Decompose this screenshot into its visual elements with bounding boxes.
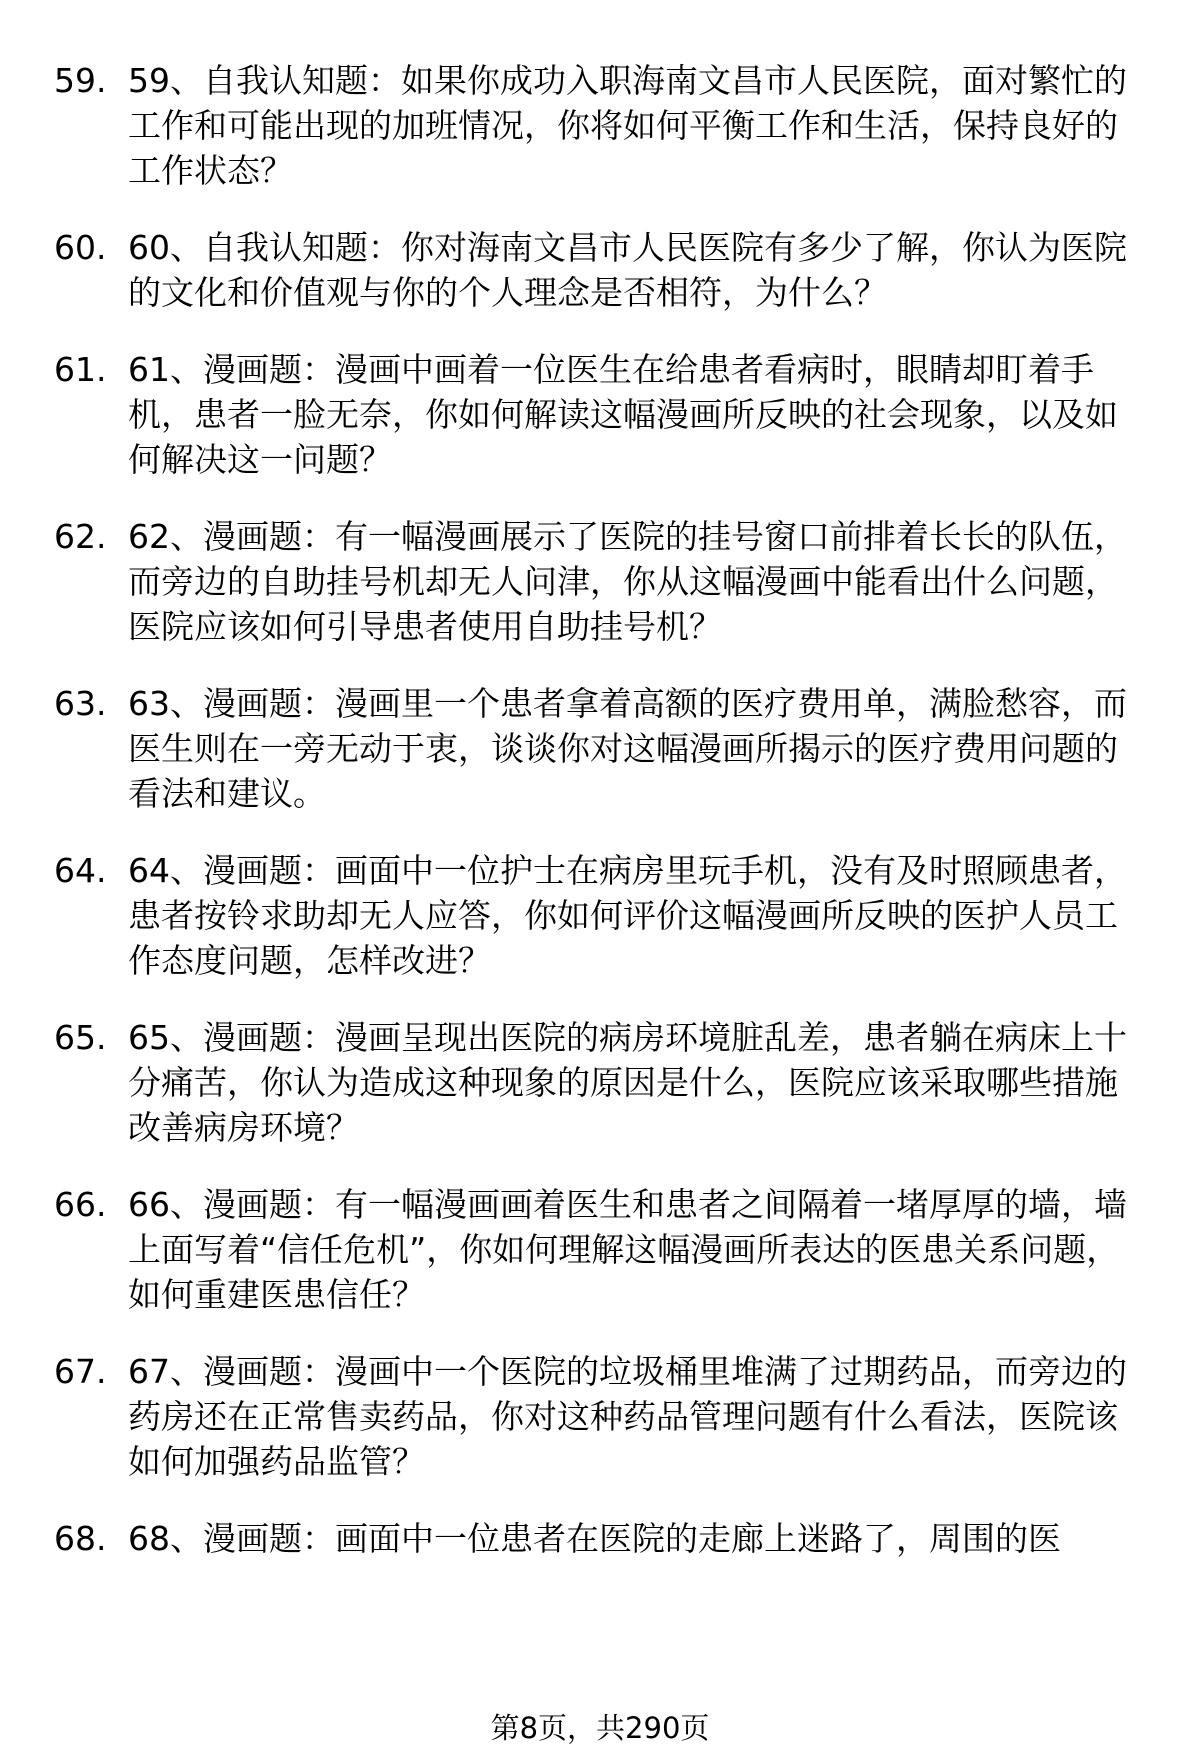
question-text: 64、漫画题：画面中一位护士在病房里玩手机，没有及时照顾患者，患者按铃求助却无人应答，你如何评价这幅漫画所反映的医护人员工作态度问题，怎样改进？: [128, 851, 1127, 980]
question-item: [0, 1015, 1200, 1150]
question-text: 67、漫画题：漫画中一个医院的垃圾桶里堆满了过期药品，而旁边的药房还在正常售卖药品，你对这种药品管理问题有什么看法，医院该如何加强药品监管？: [128, 1352, 1127, 1481]
question-item: [0, 58, 1200, 193]
question-text: 63、漫画题：漫画里一个患者拿着高额的医疗费用单，满脸愁容，而医生则在一旁无动于衷，谈谈你对这幅漫画所揭示的医疗费用问题的看法和建议。: [128, 684, 1127, 813]
question-text: 65、漫画题：漫画呈现出医院的病房环境脏乱差，患者躺在病床上十分痛苦，你认为造成这种现象的原因是什么，医院应该采取哪些措施改善病房环境？: [128, 1018, 1127, 1147]
question-number: 64.: [54, 851, 107, 890]
question-number: 59.: [54, 61, 107, 100]
question-number: 63.: [54, 684, 107, 723]
question-item: [0, 1182, 1200, 1317]
question-item: [0, 681, 1200, 816]
question-text: 61、漫画题：漫画中画着一位医生在给患者看病时，眼睛却盯着手机，患者一脸无奈，你如何解读这幅漫画所反映的社会现象，以及如何解决这一问题？: [128, 350, 1118, 479]
question-number: 66.: [54, 1185, 107, 1224]
question-list: [0, 58, 1200, 1593]
question-text: 60、自我认知题：你对海南文昌市人民医院有多少了解，你认为医院的文化和价值观与你的个人理念是否相符，为什么？: [128, 228, 1127, 312]
question-number: 67.: [54, 1352, 107, 1391]
question-item: [0, 347, 1200, 482]
page-footer: 第8页，共290页: [490, 1711, 710, 1745]
question-item: [0, 1516, 1200, 1561]
question-number: 65.: [54, 1018, 107, 1057]
question-text: 66、漫画题：有一幅漫画画着医生和患者之间隔着一堵厚厚的墙，墙上面写着“信任危机”，你如何理解这幅漫画所表达的医患关系问题，如何重建医患信任？: [128, 1185, 1127, 1314]
question-item: [0, 1349, 1200, 1484]
question-text: 59、自我认知题：如果你成功入职海南文昌市人民医院，面对繁忙的工作和可能出现的加班情况，你将如何平衡工作和生活，保持良好的工作状态？: [128, 61, 1127, 190]
question-text: 62、漫画题：有一幅漫画展示了医院的挂号窗口前排着长长的队伍，而旁边的自助挂号机却无人问津，你从这幅漫画中能看出什么问题，医院应该如何引导患者使用自助挂号机？: [128, 517, 1127, 646]
question-item: [0, 848, 1200, 983]
question-text: 68、漫画题：画面中一位患者在医院的走廊上迷路了，周围的医: [128, 1519, 1061, 1558]
question-number: 60.: [54, 228, 107, 267]
question-item: [0, 225, 1200, 315]
question-number: 68.: [54, 1519, 107, 1558]
question-number: 62.: [54, 517, 107, 556]
question-item: [0, 514, 1200, 649]
question-number: 61.: [54, 350, 107, 389]
